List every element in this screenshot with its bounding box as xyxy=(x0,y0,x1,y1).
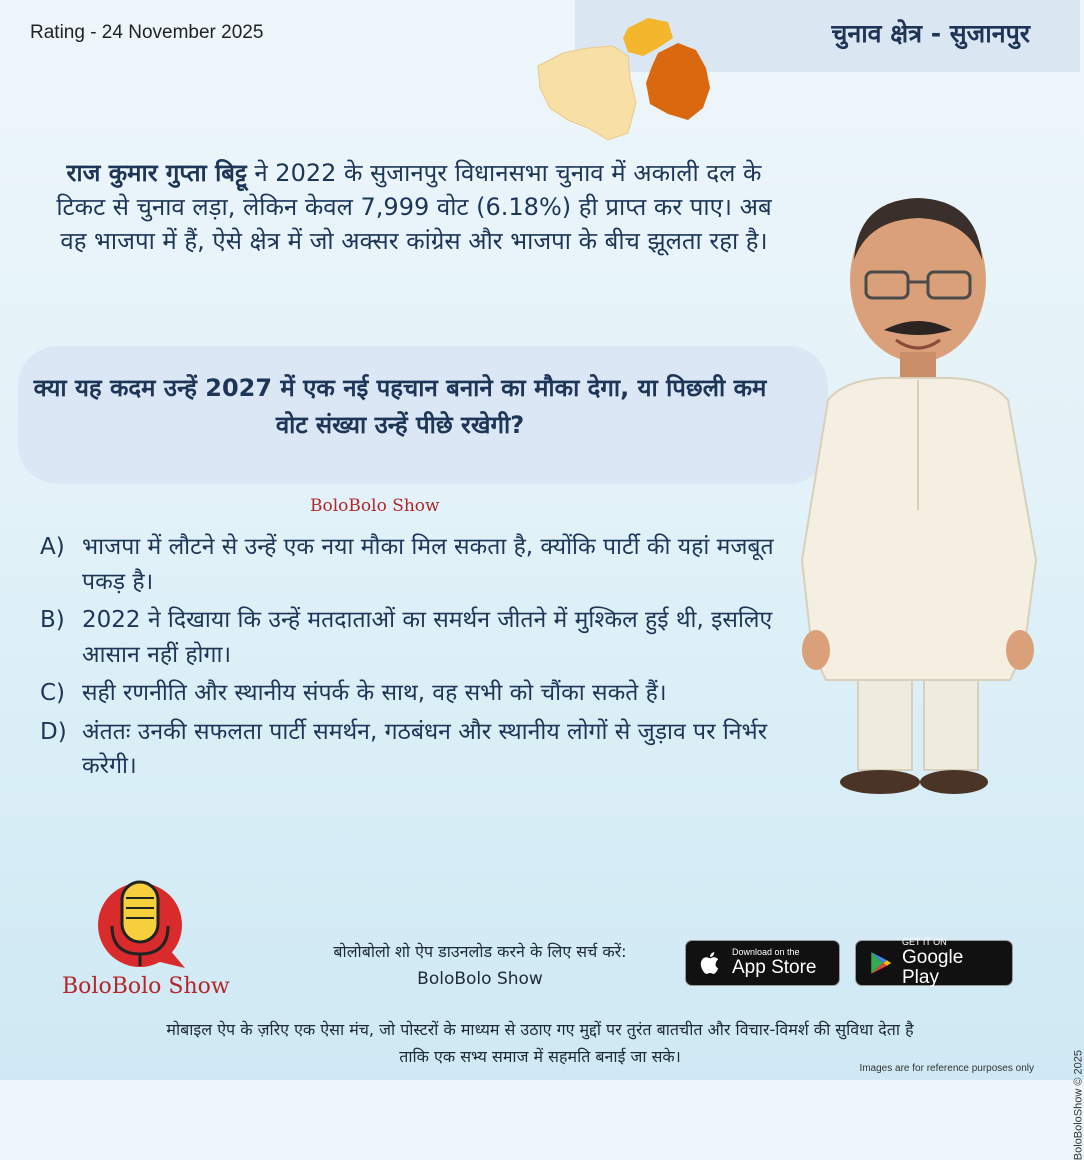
intro-paragraph xyxy=(44,156,784,258)
disclaimer-text: Images are for reference purposes only xyxy=(859,1063,1034,1074)
question-text: क्या यह कदम उन्हें 2027 में एक नई पहचान बनाने का मौका देगा, या पिछली कम वोट संख्या उन्हें पीछे रखेगी? xyxy=(33,374,767,440)
google-play-button[interactable] xyxy=(855,937,1013,988)
map-region-highlight xyxy=(646,43,710,120)
download-instructions xyxy=(290,938,670,994)
option-c[interactable] xyxy=(40,676,800,711)
options-list xyxy=(40,530,800,788)
option-d[interactable] xyxy=(40,715,800,784)
option-text: अंततः उनकी सफलता पार्टी समर्थन, गठबंधन और स्थानीय लोगों से जुड़ाव पर निर्भर करेगी। xyxy=(82,718,768,779)
app-store-button[interactable] xyxy=(685,940,840,986)
google-play-label: Google Play xyxy=(902,946,964,988)
option-letter: A) xyxy=(40,534,65,560)
brand-watermark: BoloBolo Show xyxy=(310,496,440,516)
option-letter: D) xyxy=(40,718,67,745)
option-text: भाजपा में लौटने से उन्हें एक नया मौका मिल सकता है, क्योंकि पार्टी की यहां मजबूत पकड़ है। xyxy=(82,534,774,595)
option-letter: C) xyxy=(40,680,66,706)
google-play-icon xyxy=(868,950,894,976)
candidate-name: राज कुमार गुप्ता बिट्टू xyxy=(66,159,247,187)
app-search-name: BoloBolo Show xyxy=(417,969,543,990)
constituency-title: चुनाव क्षेत्र - सुजानपुर xyxy=(831,19,1030,48)
intro-text: ने 2022 के सुजानपुर विधानसभा चुनाव में अकाली दल के टिकट से चुनाव लड़ा, लेकिन केवल 7,999 वोट (6.18%) ही प्राप्त कर पाए। अब वह भाजपा में हैं, ऐसे क्षेत्र में जो अक्सर कांग्रेस और भाजपा के बीच झूलता रहा है। xyxy=(56,159,772,256)
copyright-text: BoloBoloShow © 2025 xyxy=(1072,1050,1084,1160)
state-map-graphic xyxy=(528,8,728,148)
option-letter: B) xyxy=(40,607,65,633)
date-label: Rating - 24 November 2025 xyxy=(30,22,264,43)
option-b[interactable] xyxy=(40,603,800,672)
option-a[interactable] xyxy=(40,530,800,599)
option-text: सही रणनीति और स्थानीय संपर्क के साथ, वह सभी को चौंका सकते हैं। xyxy=(82,680,667,706)
candidate-caricature xyxy=(788,180,1048,800)
map-region-west xyxy=(538,46,636,140)
app-store-label: App Store xyxy=(732,956,817,978)
google-play-small-label: GET IT ON xyxy=(902,937,947,948)
footer-line-1: मोबाइल ऐप के ज़रिए एक ऐसा मंच, जो पोस्टरों के माध्यम से उठाए गए मुद्दों पर तुरंत बातचीत और विचार-विमर्श की सुविधा देता है xyxy=(166,1020,914,1039)
apple-icon xyxy=(698,950,724,976)
download-line: बोलोबोलो शो ऐप डाउनलोड करने के लिए सर्च करें: xyxy=(333,942,627,961)
option-text: 2022 ने दिखाया कि उन्हें मतदाताओं का समर्थन जीतने में मुश्किल हुई थी, इसलिए आसान नहीं होगा। xyxy=(82,607,773,668)
app-store-small-label: Download on the xyxy=(732,947,800,958)
footer-line-2: ताकि एक सभ्य समाज में सहमति बनाई जा सके। xyxy=(399,1047,681,1067)
logo-wordmark: BoloBolo Show xyxy=(62,974,230,999)
